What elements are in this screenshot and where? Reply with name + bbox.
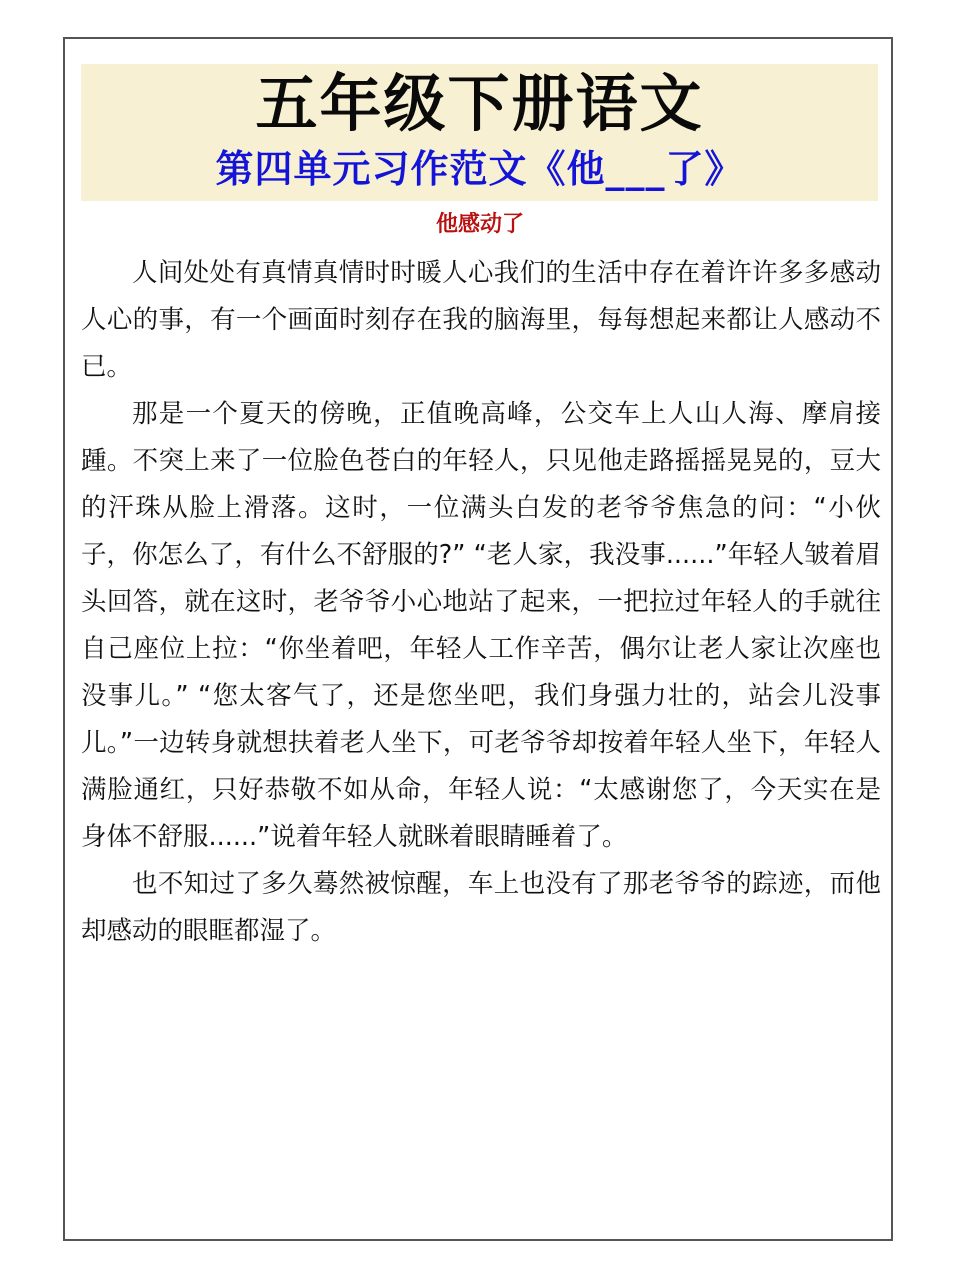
essay-paragraph: 那是一个夏天的傍晚，正值晚高峰，公交车上人山人海、摩肩接踵。不突上来了一位脸色苍白的年轻人，只见他走路摇摇晃晃的，豆大的汗珠从脸上滑落。这时，一位满头白发的老爷爷焦急的问：“小伙子，你怎么了，有什么不舒服的?” “老人家，我没事......”年轻人皱着眉头回答，就在这时，老爷爷小心地站了起来，一把拉过年轻人的手就往自己座位上拉：“你坐着吧，年轻人工作辛苦，偶尔让老人家让次座也没事儿。” “您太客气了，还是您坐吧，我们身强力壮的，站会儿没事儿。”一边转身就想扶着老人坐下，可老爷爷却按着年轻人坐下，年轻人满脸通红，只好恭敬不如从命，年轻人说：“太感谢您了，今天实在是身体不舒服......”说着年轻人就眯着眼睛睡着了。 [81, 399, 881, 852]
page-title: 五年级下册语文 [255, 67, 704, 140]
page-subtitle: 第四单元习作范文《他___了》 [215, 147, 744, 191]
essay-title: 他感动了 [435, 212, 524, 237]
header-banner [81, 64, 878, 201]
essay-body [81, 250, 881, 955]
essay-paragraph: 也不知过了多久蓦然被惊醒，车上也没有了那老爷爷的踪迹，而他却感动的眼眶都湿了。 [81, 869, 881, 946]
essay-paragraph: 人间处处有真情真情时时暖人心我们的生活中存在着许许多多感动人心的事，有一个画面时刻存在我的脑海里，每每想起来都让人感动不已。 [81, 258, 881, 382]
